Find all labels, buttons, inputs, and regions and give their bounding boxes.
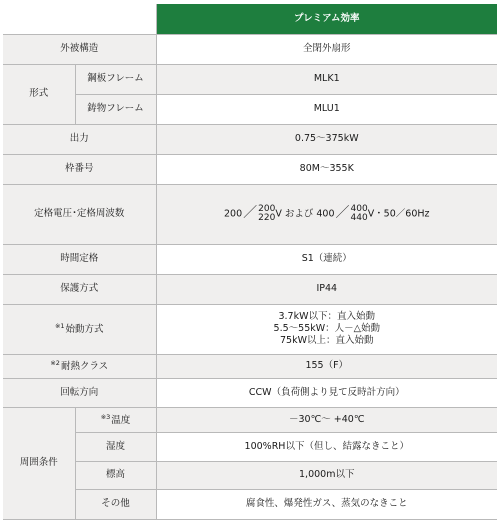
model-label: 形式 bbox=[3, 64, 75, 124]
frame-label: 枠番号 bbox=[3, 154, 156, 184]
protection-value: IP44 bbox=[156, 274, 497, 304]
row-time bbox=[3, 244, 497, 274]
rated-value bbox=[156, 184, 497, 244]
starting-note: ※1 bbox=[54, 322, 65, 331]
row-ambient-other bbox=[3, 489, 497, 519]
starting-label: 始動方式 bbox=[65, 324, 104, 336]
enclosure-value: 全閉外扇形 bbox=[156, 34, 497, 64]
rated-f2-top: 400 bbox=[350, 204, 368, 214]
ambient-temp-note: ※3 bbox=[100, 412, 111, 421]
insulation-label-cell bbox=[3, 354, 156, 378]
rated-f1-bottom: 220 bbox=[258, 213, 276, 223]
row-model-steel bbox=[3, 64, 497, 94]
insulation-note: ※2 bbox=[50, 359, 60, 368]
row-enclosure bbox=[3, 34, 497, 64]
model-cast-value: MLU1 bbox=[156, 94, 497, 124]
row-ambient-temp bbox=[3, 407, 497, 432]
row-ambient-humidity bbox=[3, 432, 497, 461]
ambient-label: 周囲条件 bbox=[3, 407, 75, 519]
insulation-value: 155（F） bbox=[156, 354, 497, 378]
output-value: 0.75～375kW bbox=[156, 124, 497, 154]
spec-table bbox=[3, 4, 497, 520]
ambient-temp-label-cell bbox=[75, 407, 156, 432]
rated-mid: V および 400 bbox=[275, 208, 335, 220]
starting-line-1: 3.7kW以下：直入始動 bbox=[278, 311, 375, 323]
row-ambient-altitude bbox=[3, 461, 497, 489]
row-model-cast bbox=[3, 94, 497, 124]
protection-label: 保護方式 bbox=[3, 274, 156, 304]
rated-slash-1: ／ bbox=[243, 205, 258, 222]
model-steel-value: MLK1 bbox=[156, 64, 497, 94]
row-protection bbox=[3, 274, 497, 304]
header-corner bbox=[3, 4, 156, 34]
rated-frac-2 bbox=[351, 205, 368, 223]
ambient-temp-label: 温度 bbox=[111, 414, 131, 426]
row-insulation bbox=[3, 354, 497, 378]
rated-f2-bottom: 440 bbox=[350, 213, 368, 223]
starting-label-cell bbox=[3, 304, 156, 354]
header-title: プレミアム効率 bbox=[156, 4, 497, 34]
rated-frac-1 bbox=[258, 205, 275, 223]
row-frame bbox=[3, 154, 497, 184]
time-label: 時間定格 bbox=[3, 244, 156, 274]
row-rated bbox=[3, 184, 497, 244]
row-rotation bbox=[3, 378, 497, 407]
starting-value bbox=[156, 304, 497, 354]
rated-f1-top: 200 bbox=[258, 204, 276, 214]
rated-v1: 200 bbox=[224, 208, 243, 220]
rated-tail: V・50／60Hz bbox=[367, 208, 430, 220]
ambient-other-label: その他 bbox=[75, 489, 156, 519]
rotation-label: 回転方向 bbox=[3, 378, 156, 407]
rated-label: 定格電圧･定格周波数 bbox=[3, 184, 156, 244]
time-value: S1（連続） bbox=[156, 244, 497, 274]
ambient-humidity-label: 湿度 bbox=[75, 432, 156, 461]
header-row bbox=[3, 4, 497, 34]
model-cast-label: 鋳物フレーム bbox=[75, 94, 156, 124]
ambient-humidity-value: 100%RH以下（但し、結露なきこと） bbox=[156, 432, 497, 461]
model-steel-label: 鋼板フレーム bbox=[75, 64, 156, 94]
ambient-other-value: 腐食性、爆発性ガス、蒸気のなきこと bbox=[156, 489, 497, 519]
row-output bbox=[3, 124, 497, 154]
rotation-value: CCW（負荷側より見て反時計方向） bbox=[156, 378, 497, 407]
ambient-altitude-value: 1,000m以下 bbox=[156, 461, 497, 489]
frame-value: 80M～355K bbox=[156, 154, 497, 184]
row-starting bbox=[3, 304, 497, 354]
insulation-label: 耐熱クラス bbox=[60, 361, 109, 373]
ambient-altitude-label: 標高 bbox=[75, 461, 156, 489]
starting-line-2: 5.5～55kW：人－△始動 bbox=[273, 323, 380, 335]
ambient-temp-value: －30℃～ +40℃ bbox=[156, 407, 497, 432]
enclosure-label: 外被構造 bbox=[3, 34, 156, 64]
output-label: 出力 bbox=[3, 124, 156, 154]
rated-slash-2: ／ bbox=[335, 205, 350, 222]
starting-line-3: 75kW以上：直入始動 bbox=[280, 334, 374, 346]
